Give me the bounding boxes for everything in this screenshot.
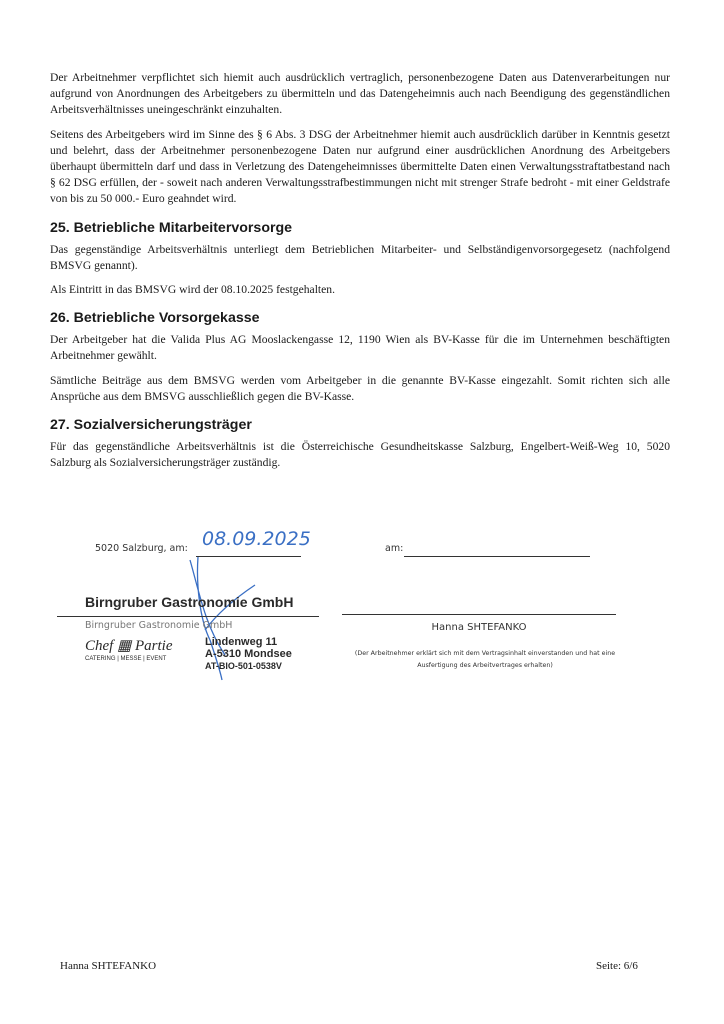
paragraph: Für das gegenständliche Arbeitsverhältnis ist die Österreichische Gesundheitskasse Salzburg, Engelbert-Weiß-Weg 10, 5020 Salzburg als Sozialversicherungsträger zuständig.: [50, 440, 670, 470]
company-stamp-address: Lindenweg 11 A-5310 Mondsee AT-BIO-501-0538V: [205, 636, 292, 671]
employer-name: Birngruber Gastronomie GmbH: [85, 620, 233, 631]
employer-signature-line: [57, 616, 319, 617]
section-heading-27: 27. Sozialversicherungsträger: [50, 417, 252, 434]
section-heading-25: 25. Betriebliche Mitarbeitervorsorge: [50, 219, 293, 236]
paragraph: Als Eintritt in das BMSVG wird der 08.10.2025 festgehalten.: [50, 283, 335, 297]
paragraph: Das gegenständige Arbeitsverhältnis unterliegt dem Betrieblichen Mitarbeiter- und Selbständigenvorsorgegesetz (nachfolgend BMSVG genannt).: [50, 242, 670, 272]
employee-note: (Der Arbeitnehmer erklärt sich mit dem Vertragsinhalt einverstanden und hat eine Ausfertigung des Arbeitvertrages erhalten): [354, 650, 616, 669]
employee-date-label: am:: [385, 543, 404, 554]
page-number: Seite: 6/6: [596, 960, 638, 972]
paragraph: Der Arbeitgeber hat die Valida Plus AG Mooslackengasse 12, 1190 Wien als BV-Kasse für die im Unternehmen beschäftigten Arbeitnehmer gewählt.: [50, 333, 670, 363]
company-tagline: CATERING | MESSE | EVENT: [85, 656, 167, 662]
company-stamp-name: Birngruber Gastronomie GmbH: [85, 594, 294, 610]
employee-name: Hanna SHTEFANKO: [431, 622, 527, 633]
employee-date-line: [404, 556, 590, 557]
paragraph-data-transfer: Der Arbeitnehmer verpflichtet sich hiemit auch ausdrücklich vertraglich, personenbezogene Daten aus Datenverarbeitungen nur aufgrund von Anordnungen des Arbeitgebers zu übermitteln und das Datengeheimnis auch nach Beendigung des gegenständlichen Arbeitsverhältnisses uneingeschränkt einzuhalten.: [50, 71, 670, 117]
footer-name: Hanna SHTEFANKO: [60, 960, 157, 972]
employer-place-date-label: 5020 Salzburg, am:: [95, 543, 188, 554]
section-heading-26: 26. Betriebliche Vorsorgekasse: [50, 310, 260, 327]
paragraph-data-secrecy: Seitens des Arbeitgebers wird im Sinne des § 6 Abs. 3 DSG der Arbeitnehmer hiemit auch ausdrücklich darüber in Kenntnis gesetzt und belehrt, dass der Arbeitnehmer personenbezogene Daten nur aufgrund einer ausdrücklichen Anordnung des Arbeitgebers überhaupt übermitteln darf und dass in Verletzung des Datengeheimnisses übermittelte Daten einen Verwaltungsstraftatbestand nach § 62 DSG erfüllen, der - soweit nach anderen Verwaltungsstrafbestimmungen nicht mit strenger Strafe bedroht - mit einer Geldstrafe von bis zu 50 000.- Euro geahndet wird.: [50, 127, 670, 206]
paragraph: Sämtliche Beiträge aus dem BMSVG werden vom Arbeitgeber in die genannte BV-Kasse eingezahlt. Somit richten sich alle Ansprüche aus dem BMSVG ausschließlich gegen die BV-Kasse.: [50, 373, 670, 403]
chef-partie-logo: Chef ▦ Partie: [85, 638, 173, 654]
contract-body: [50, 70, 670, 479]
employee-signature-line: [342, 614, 616, 615]
handwritten-date: 08.09.2025: [202, 528, 311, 550]
